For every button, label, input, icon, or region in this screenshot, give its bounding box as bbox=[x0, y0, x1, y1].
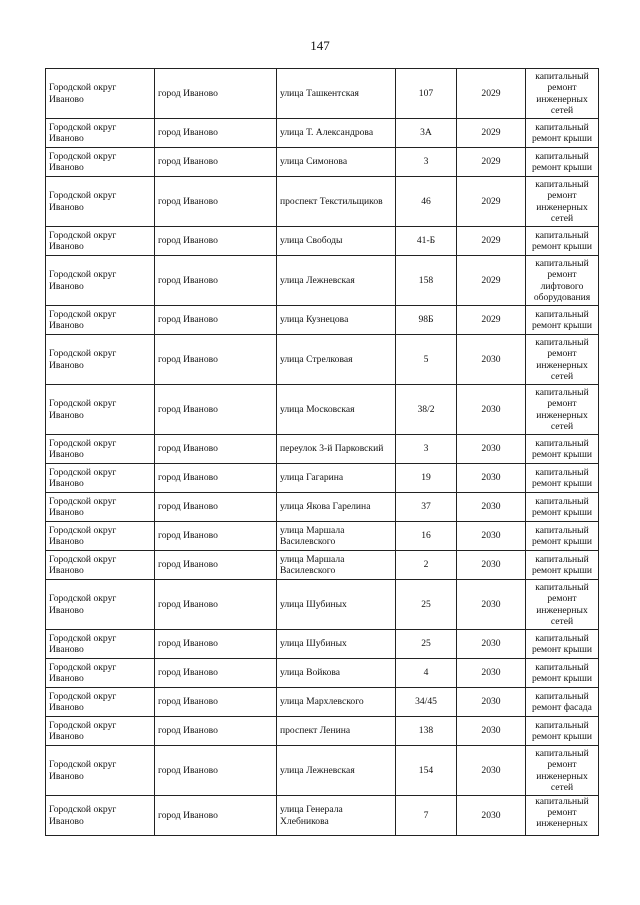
municipal-district-cell: Городской округ Иваново bbox=[46, 717, 155, 746]
municipal-district-cell: Городской округ Иваново bbox=[46, 385, 155, 435]
house-number-cell: 3А bbox=[396, 119, 457, 148]
house-number-cell: 2 bbox=[396, 551, 457, 580]
house-number-cell: 3 bbox=[396, 435, 457, 464]
municipal-district-cell: Городской округ Иваново bbox=[46, 493, 155, 522]
work-type-cell: капитальный ремонт лифтового оборудования bbox=[526, 256, 599, 306]
work-type-cell: капитальный ремонт крыши bbox=[526, 306, 599, 335]
city-cell: город Иваново bbox=[155, 688, 277, 717]
repair-year-cell: 2030 bbox=[457, 717, 526, 746]
house-number-cell: 3 bbox=[396, 148, 457, 177]
street-cell: улица Шубиных bbox=[277, 580, 396, 630]
street-cell: улица Якова Гарелина bbox=[277, 493, 396, 522]
city-cell: город Иваново bbox=[155, 630, 277, 659]
work-type-cell: капитальный ремонт крыши bbox=[526, 148, 599, 177]
street-cell: улица Генерала Хлебникова bbox=[277, 796, 396, 836]
repair-year-cell: 2030 bbox=[457, 464, 526, 493]
house-number-cell: 25 bbox=[396, 580, 457, 630]
repair-year-cell: 2030 bbox=[457, 659, 526, 688]
municipal-district-cell: Городской округ Иваново bbox=[46, 435, 155, 464]
street-cell: улица Маршала Василевского bbox=[277, 522, 396, 551]
house-number-cell: 5 bbox=[396, 335, 457, 385]
municipal-district-cell: Городской округ Иваново bbox=[46, 177, 155, 227]
repair-year-cell: 2029 bbox=[457, 306, 526, 335]
street-cell: улица Гагарина bbox=[277, 464, 396, 493]
city-cell: город Иваново bbox=[155, 335, 277, 385]
work-type-cell: капитальный ремонт крыши bbox=[526, 630, 599, 659]
street-cell: проспект Текстильщиков bbox=[277, 177, 396, 227]
work-type-cell: капитальный ремонт инженерных сетей bbox=[526, 177, 599, 227]
table-row bbox=[46, 69, 599, 119]
city-cell: город Иваново bbox=[155, 717, 277, 746]
table-row bbox=[46, 306, 599, 335]
repair-year-cell: 2030 bbox=[457, 493, 526, 522]
city-cell: город Иваново bbox=[155, 177, 277, 227]
street-cell: улица Симонова bbox=[277, 148, 396, 177]
municipal-district-cell: Городской округ Иваново bbox=[46, 119, 155, 148]
work-type-cell: капитальный ремонт инженерных сетей bbox=[526, 335, 599, 385]
table-row bbox=[46, 385, 599, 435]
repair-year-cell: 2030 bbox=[457, 435, 526, 464]
house-number-cell: 4 bbox=[396, 659, 457, 688]
city-cell: город Иваново bbox=[155, 256, 277, 306]
work-type-cell: капитальный ремонт крыши bbox=[526, 227, 599, 256]
house-number-cell: 16 bbox=[396, 522, 457, 551]
city-cell: город Иваново bbox=[155, 119, 277, 148]
street-cell: улица Войкова bbox=[277, 659, 396, 688]
table-row bbox=[46, 256, 599, 306]
city-cell: город Иваново bbox=[155, 551, 277, 580]
work-type-cell: капитальный ремонт крыши bbox=[526, 551, 599, 580]
city-cell: город Иваново bbox=[155, 659, 277, 688]
repair-year-cell: 2029 bbox=[457, 256, 526, 306]
work-type-cell: капитальный ремонт инженерных сетей bbox=[526, 580, 599, 630]
table-row bbox=[46, 227, 599, 256]
municipal-district-cell: Городской округ Иваново bbox=[46, 659, 155, 688]
page-number: 147 bbox=[310, 38, 330, 53]
work-type-cell: капитальный ремонт инженерных сетей bbox=[526, 746, 599, 796]
table-row bbox=[46, 688, 599, 717]
repair-year-cell: 2030 bbox=[457, 688, 526, 717]
table-row bbox=[46, 464, 599, 493]
work-type-cell: капитальный ремонт крыши bbox=[526, 493, 599, 522]
work-type-cell: капитальный ремонт крыши bbox=[526, 435, 599, 464]
city-cell: город Иваново bbox=[155, 796, 277, 836]
municipal-district-cell: Городской округ Иваново bbox=[46, 796, 155, 836]
house-number-cell: 25 bbox=[396, 630, 457, 659]
work-type-cell: капитальный ремонт крыши bbox=[526, 522, 599, 551]
repair-year-cell: 2030 bbox=[457, 746, 526, 796]
table-row bbox=[46, 335, 599, 385]
street-cell: улица Шубиных bbox=[277, 630, 396, 659]
house-number-cell: 98Б bbox=[396, 306, 457, 335]
street-cell: улица Лежневская bbox=[277, 746, 396, 796]
municipal-district-cell: Городской округ Иваново bbox=[46, 69, 155, 119]
work-type-cell: капитальный ремонт инженерных bbox=[526, 796, 599, 836]
house-number-cell: 107 bbox=[396, 69, 457, 119]
work-type-cell: капитальный ремонт крыши bbox=[526, 717, 599, 746]
street-cell: улица Т. Александрова bbox=[277, 119, 396, 148]
city-cell: город Иваново bbox=[155, 464, 277, 493]
municipal-district-cell: Городской округ Иваново bbox=[46, 746, 155, 796]
municipal-district-cell: Городской округ Иваново bbox=[46, 580, 155, 630]
table-row bbox=[46, 630, 599, 659]
street-cell: улица Кузнецова bbox=[277, 306, 396, 335]
municipal-district-cell: Городской округ Иваново bbox=[46, 630, 155, 659]
municipal-district-cell: Городской округ Иваново bbox=[46, 335, 155, 385]
house-number-cell: 38/2 bbox=[396, 385, 457, 435]
house-number-cell: 154 bbox=[396, 746, 457, 796]
street-cell: проспект Ленина bbox=[277, 717, 396, 746]
table-row bbox=[46, 435, 599, 464]
municipal-district-cell: Городской округ Иваново bbox=[46, 306, 155, 335]
table-row bbox=[46, 796, 599, 836]
city-cell: город Иваново bbox=[155, 148, 277, 177]
repair-year-cell: 2030 bbox=[457, 551, 526, 580]
repair-year-cell: 2029 bbox=[457, 69, 526, 119]
municipal-district-cell: Городской округ Иваново bbox=[46, 464, 155, 493]
street-cell: улица Ташкентская bbox=[277, 69, 396, 119]
street-cell: улица Московская bbox=[277, 385, 396, 435]
city-cell: город Иваново bbox=[155, 435, 277, 464]
table-row bbox=[46, 717, 599, 746]
work-type-cell: капитальный ремонт крыши bbox=[526, 659, 599, 688]
repair-year-cell: 2029 bbox=[457, 177, 526, 227]
repair-year-cell: 2029 bbox=[457, 227, 526, 256]
street-cell: улица Маршала Василевского bbox=[277, 551, 396, 580]
repair-year-cell: 2030 bbox=[457, 335, 526, 385]
street-cell: улица Лежневская bbox=[277, 256, 396, 306]
city-cell: город Иваново bbox=[155, 69, 277, 119]
municipal-district-cell: Городской округ Иваново bbox=[46, 256, 155, 306]
table-row bbox=[46, 580, 599, 630]
table-row bbox=[46, 119, 599, 148]
repair-year-cell: 2030 bbox=[457, 385, 526, 435]
table-row bbox=[46, 746, 599, 796]
housing-repair-table bbox=[45, 68, 599, 836]
work-type-cell: капитальный ремонт инженерных сетей bbox=[526, 69, 599, 119]
house-number-cell: 41-Б bbox=[396, 227, 457, 256]
repair-year-cell: 2030 bbox=[457, 580, 526, 630]
house-number-cell: 19 bbox=[396, 464, 457, 493]
repair-year-cell: 2029 bbox=[457, 148, 526, 177]
city-cell: город Иваново bbox=[155, 746, 277, 796]
street-cell: улица Мархлевского bbox=[277, 688, 396, 717]
table-row bbox=[46, 493, 599, 522]
municipal-district-cell: Городской округ Иваново bbox=[46, 551, 155, 580]
city-cell: город Иваново bbox=[155, 306, 277, 335]
municipal-district-cell: Городской округ Иваново bbox=[46, 227, 155, 256]
city-cell: город Иваново bbox=[155, 385, 277, 435]
table-row bbox=[46, 551, 599, 580]
city-cell: город Иваново bbox=[155, 580, 277, 630]
municipal-district-cell: Городской округ Иваново bbox=[46, 522, 155, 551]
work-type-cell: капитальный ремонт крыши bbox=[526, 464, 599, 493]
street-cell: переулок 3-й Парковский bbox=[277, 435, 396, 464]
table-row bbox=[46, 522, 599, 551]
table-row bbox=[46, 148, 599, 177]
table-row bbox=[46, 177, 599, 227]
repair-year-cell: 2030 bbox=[457, 796, 526, 836]
repair-year-cell: 2030 bbox=[457, 522, 526, 551]
city-cell: город Иваново bbox=[155, 227, 277, 256]
house-number-cell: 7 bbox=[396, 796, 457, 836]
house-number-cell: 46 bbox=[396, 177, 457, 227]
municipal-district-cell: Городской округ Иваново bbox=[46, 148, 155, 177]
work-type-cell: капитальный ремонт фасада bbox=[526, 688, 599, 717]
city-cell: город Иваново bbox=[155, 522, 277, 551]
municipal-district-cell: Городской округ Иваново bbox=[46, 688, 155, 717]
work-type-cell: капитальный ремонт крыши bbox=[526, 119, 599, 148]
work-type-cell: капитальный ремонт инженерных сетей bbox=[526, 385, 599, 435]
house-number-cell: 37 bbox=[396, 493, 457, 522]
repair-year-cell: 2030 bbox=[457, 630, 526, 659]
repair-year-cell: 2029 bbox=[457, 119, 526, 148]
table-row bbox=[46, 659, 599, 688]
house-number-cell: 34/45 bbox=[396, 688, 457, 717]
city-cell: город Иваново bbox=[155, 493, 277, 522]
street-cell: улица Стрелковая bbox=[277, 335, 396, 385]
house-number-cell: 158 bbox=[396, 256, 457, 306]
house-number-cell: 138 bbox=[396, 717, 457, 746]
street-cell: улица Свободы bbox=[277, 227, 396, 256]
